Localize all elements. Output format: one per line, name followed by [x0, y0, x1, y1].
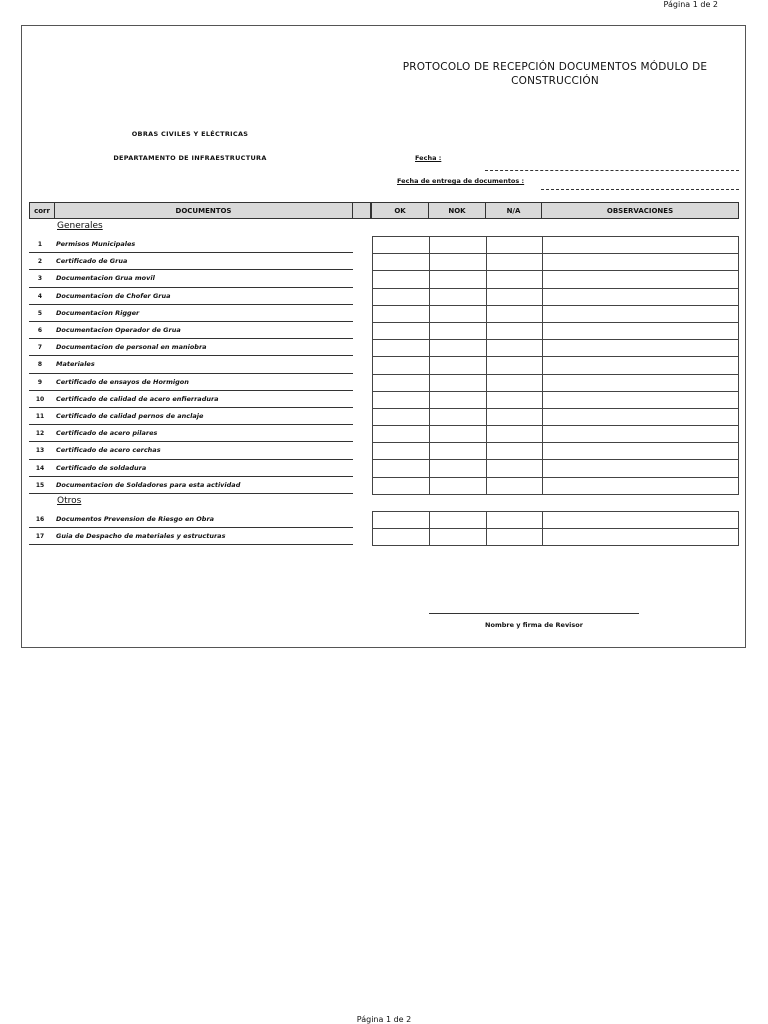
table-row [373, 288, 739, 305]
observaciones-cell[interactable] [542, 322, 738, 339]
row-number: 12 [35, 430, 45, 438]
na-cell[interactable] [486, 254, 542, 271]
org-line-1: OBRAS CIVILES Y ELÉCTRICAS [131, 130, 249, 138]
ok-cell[interactable] [373, 529, 430, 546]
table-row [373, 529, 739, 546]
observaciones-cell[interactable] [542, 460, 738, 477]
observaciones-cell[interactable] [542, 305, 738, 322]
row-underline [29, 338, 353, 339]
page-indicator-top: Página 1 de 2 [663, 0, 718, 9]
fecha-field[interactable] [485, 170, 739, 171]
row-underline [29, 424, 353, 425]
na-cell[interactable] [486, 271, 542, 288]
row-number: 7 [37, 344, 43, 352]
row-underline [29, 544, 353, 545]
nok-cell[interactable] [429, 237, 486, 254]
row-underline [29, 459, 353, 460]
na-cell[interactable] [486, 426, 542, 443]
nok-cell[interactable] [429, 426, 486, 443]
table-row [373, 340, 739, 357]
row-underline [29, 321, 353, 322]
table-row [373, 237, 739, 254]
ok-cell[interactable] [373, 357, 430, 374]
observaciones-cell[interactable] [542, 271, 738, 288]
ok-cell[interactable] [373, 271, 430, 288]
row-number: 11 [35, 413, 45, 420]
table-row [373, 460, 739, 477]
check-grid [372, 236, 739, 495]
nok-cell[interactable] [429, 305, 486, 322]
ok-cell[interactable] [373, 391, 430, 408]
section-title: Otros [57, 496, 82, 506]
row-label: Certificado de calidad pernos de anclaje [56, 412, 204, 420]
table-row [373, 512, 739, 529]
observaciones-cell[interactable] [542, 357, 738, 374]
nok-cell[interactable] [429, 391, 486, 408]
ok-cell[interactable] [373, 237, 430, 254]
row-number: 15 [35, 481, 45, 489]
ok-cell[interactable] [373, 477, 430, 494]
row-label: Certificado de acero cerchas [56, 446, 161, 455]
observaciones-cell[interactable] [542, 254, 738, 271]
observaciones-cell[interactable] [542, 512, 738, 529]
row-underline [29, 355, 353, 356]
table-row [373, 477, 739, 494]
header-documentos: DOCUMENTOS [55, 203, 353, 218]
page-indicator-bottom: Página 1 de 2 [356, 1015, 412, 1024]
header-ok: OK [372, 203, 429, 218]
observaciones-cell[interactable] [542, 477, 738, 494]
row-label: Certificado de soldadura [56, 463, 147, 472]
nok-cell[interactable] [429, 340, 486, 357]
na-cell[interactable] [486, 443, 542, 460]
na-cell[interactable] [486, 305, 542, 322]
ok-cell[interactable] [373, 426, 430, 443]
header-nok: NOK [429, 203, 486, 218]
ok-cell[interactable] [373, 374, 430, 391]
nok-cell[interactable] [429, 271, 486, 288]
signature-line[interactable] [429, 613, 639, 614]
row-label: Permisos Municipales [56, 240, 136, 248]
row-label: Documentacion de Soldadores para esta actividad [56, 480, 241, 489]
ok-cell[interactable] [373, 512, 430, 529]
observaciones-cell[interactable] [542, 426, 738, 443]
row-label: Documentacion Grua movil [56, 274, 155, 283]
ok-cell[interactable] [373, 322, 430, 339]
row-underline [29, 390, 353, 391]
row-label: Documentacion de Chofer Grua [56, 291, 171, 300]
table-row [373, 443, 739, 460]
observaciones-cell[interactable] [542, 391, 738, 408]
row-label: Certificado de acero pilares [56, 429, 158, 438]
row-number: 16 [35, 516, 45, 523]
nok-cell[interactable] [429, 254, 486, 271]
row-underline [29, 252, 353, 253]
observaciones-cell[interactable] [542, 443, 738, 460]
table-row [373, 305, 739, 322]
row-underline [29, 476, 353, 477]
table-row [373, 426, 739, 443]
row-label: Documentos Prevension de Riesgo en Obra [56, 515, 215, 523]
table-row [373, 322, 739, 339]
row-label: Certificado de ensayos de Hormigon [56, 377, 189, 386]
nok-cell[interactable] [429, 322, 486, 339]
nok-cell[interactable] [429, 529, 486, 546]
nok-cell[interactable] [429, 408, 486, 425]
header-observaciones: OBSERVACIONES [606, 206, 674, 215]
header-spacer-1 [353, 203, 371, 218]
ok-cell[interactable] [373, 254, 430, 271]
na-cell[interactable] [486, 340, 542, 357]
row-underline [29, 527, 353, 528]
row-number: 17 [35, 533, 45, 541]
fecha-entrega-label: Fecha de entrega de documentos : [397, 177, 525, 185]
row-label: Documentacion Operador de Grua [56, 326, 181, 334]
row-number: 10 [35, 395, 45, 403]
row-underline [29, 493, 353, 494]
document-title: PROTOCOLO DE RECEPCIÓN DOCUMENTOS MÓDULO DE CONSTRUCCIÓN [402, 61, 708, 87]
observaciones-cell[interactable] [542, 340, 738, 357]
na-cell[interactable] [486, 529, 542, 546]
nok-cell[interactable] [429, 288, 486, 305]
row-underline [29, 287, 353, 288]
table-row [373, 357, 739, 374]
row-underline [29, 441, 353, 442]
na-cell[interactable] [486, 357, 542, 374]
na-cell[interactable] [486, 237, 542, 254]
nok-cell[interactable] [429, 460, 486, 477]
nok-cell[interactable] [429, 477, 486, 494]
ok-cell[interactable] [373, 305, 430, 322]
na-cell[interactable] [486, 460, 542, 477]
nok-cell[interactable] [429, 357, 486, 374]
row-number: 5 [37, 309, 43, 317]
check-grid [372, 511, 739, 546]
observaciones-cell[interactable] [542, 237, 738, 254]
row-label: Materiales [56, 360, 95, 369]
row-underline [29, 269, 353, 270]
na-cell[interactable] [486, 391, 542, 408]
row-number: 9 [37, 378, 43, 386]
row-label: Guia de Despacho de materiales y estructuras [56, 532, 226, 541]
signature-label: Nombre y firma de Revisor [485, 621, 583, 629]
table-row [373, 408, 739, 425]
observaciones-cell[interactable] [542, 529, 738, 546]
header-corr: corr [30, 203, 55, 218]
ok-cell[interactable] [373, 288, 430, 305]
table-row [373, 391, 739, 408]
table-row [373, 271, 739, 288]
na-cell[interactable] [486, 322, 542, 339]
org-line-2: DEPARTAMENTO DE INFRAESTRUCTURA [113, 154, 267, 162]
row-number: 8 [37, 361, 43, 369]
observaciones-cell[interactable] [542, 408, 738, 425]
row-label: Documentacion de personal en maniobra [56, 343, 207, 352]
observaciones-cell[interactable] [542, 374, 738, 391]
header-na: N/A [486, 203, 542, 218]
section-title: Generales [57, 221, 103, 231]
nok-cell[interactable] [429, 443, 486, 460]
ok-cell[interactable] [373, 443, 430, 460]
ok-cell[interactable] [373, 340, 430, 357]
row-number: 4 [37, 292, 43, 300]
row-number: 14 [35, 464, 45, 472]
row-underline [29, 304, 353, 305]
ok-cell[interactable] [373, 460, 430, 477]
row-label: Certificado de calidad de acero enfierradura [56, 394, 219, 403]
row-number: 13 [35, 447, 45, 455]
na-cell[interactable] [486, 512, 542, 529]
nok-cell[interactable] [429, 512, 486, 529]
row-number: 3 [37, 275, 43, 283]
table-row [373, 254, 739, 271]
row-number: 2 [37, 258, 43, 266]
row-label: Certificado de Grua [56, 257, 128, 266]
observaciones-cell[interactable] [542, 288, 738, 305]
row-underline [29, 373, 353, 374]
fecha-entrega-field[interactable] [541, 189, 739, 190]
na-cell[interactable] [486, 477, 542, 494]
ok-cell[interactable] [373, 408, 430, 425]
row-number: 6 [37, 327, 43, 334]
na-cell[interactable] [486, 288, 542, 305]
row-number: 1 [37, 241, 43, 248]
row-underline [29, 407, 353, 408]
na-cell[interactable] [486, 374, 542, 391]
table-row [373, 374, 739, 391]
table-header [29, 202, 739, 219]
nok-cell[interactable] [429, 374, 486, 391]
na-cell[interactable] [486, 408, 542, 425]
row-label: Documentacion Rigger [56, 308, 140, 317]
fecha-label: Fecha : [415, 154, 442, 162]
